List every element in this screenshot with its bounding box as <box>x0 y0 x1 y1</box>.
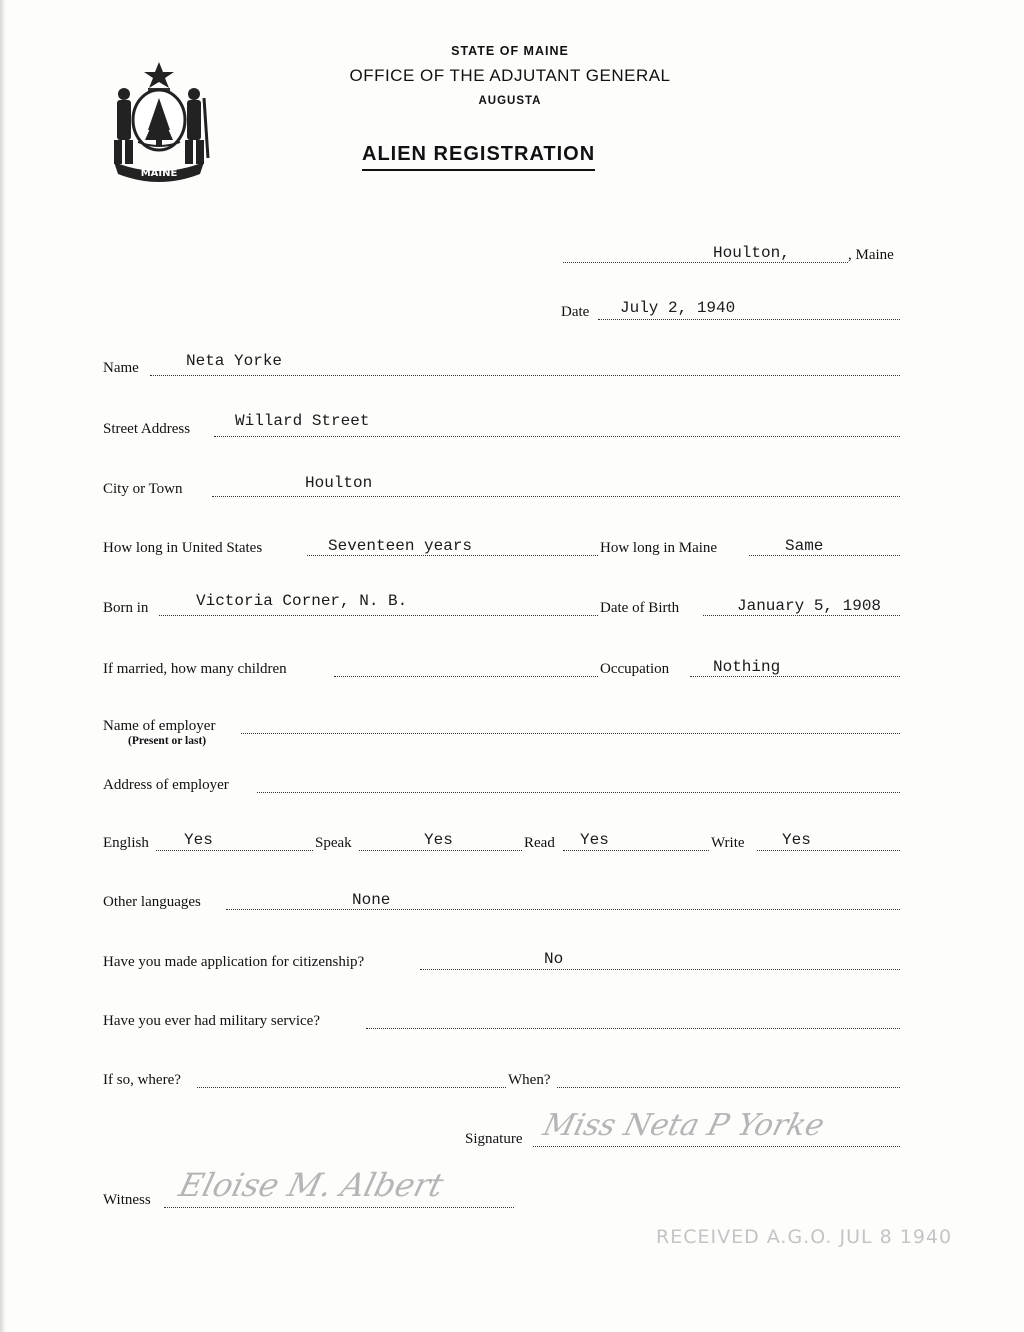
city-line <box>212 496 900 497</box>
dob-value: January 5, 1908 <box>737 597 882 615</box>
employer-label: Name of employer <box>103 718 216 734</box>
citizenship-value: No <box>544 950 564 968</box>
military-line <box>366 1028 900 1029</box>
location-line <box>563 262 848 263</box>
military-label: Have you ever had military service? <box>103 1013 320 1029</box>
born-in-line <box>159 615 598 616</box>
when-label: When? <box>508 1072 551 1088</box>
witness-value: Eloise M. Albert <box>175 1166 448 1204</box>
state-heading: STATE OF MAINE <box>451 44 569 58</box>
occupation-value: Nothing <box>713 658 781 676</box>
dob-label: Date of Birth <box>600 600 680 616</box>
speak-value: Yes <box>424 831 453 849</box>
city-value: Houlton <box>305 474 373 492</box>
street-line <box>214 436 900 437</box>
citizenship-label: Have you made application for citizenship? <box>103 954 365 970</box>
scan-edge <box>0 0 6 1332</box>
other-languages-line <box>226 909 900 910</box>
how-long-us-value: Seventeen years <box>328 537 473 555</box>
english-label: English <box>103 835 149 851</box>
where-line <box>197 1087 506 1088</box>
english-line <box>156 850 313 851</box>
read-label: Read <box>524 835 555 851</box>
how-long-maine-value: Same <box>785 537 824 555</box>
write-value: Yes <box>782 831 811 849</box>
witness-line <box>164 1207 514 1208</box>
occupation-line <box>690 676 900 677</box>
born-in-label: Born in <box>103 600 149 616</box>
street-label: Street Address <box>103 421 191 437</box>
occupation-label: Occupation <box>600 661 670 677</box>
children-label: If married, how many children <box>103 661 287 677</box>
seal-banner-text: MAINE <box>140 168 178 179</box>
children-line <box>334 676 598 677</box>
when-line <box>557 1087 900 1088</box>
english-value: Yes <box>184 831 213 849</box>
date-label: Date <box>561 304 590 320</box>
where-label: If so, where? <box>103 1072 181 1088</box>
city-label: City or Town <box>103 481 183 497</box>
name-label: Name <box>103 360 139 376</box>
write-label: Write <box>711 835 745 851</box>
city-heading: AUGUSTA <box>478 95 542 107</box>
read-value: Yes <box>580 831 609 849</box>
form-title: ALIEN REGISTRATION <box>362 143 595 171</box>
read-line <box>563 850 709 851</box>
how-long-maine-label: How long in Maine <box>600 540 718 556</box>
witness-label: Witness <box>103 1192 151 1208</box>
employer-address-line <box>257 792 900 793</box>
other-languages-label: Other languages <box>103 894 201 910</box>
other-languages-value: None <box>352 891 391 909</box>
speak-label: Speak <box>315 835 352 851</box>
employer-sublabel: (Present or last) <box>128 735 207 747</box>
born-in-value: Victoria Corner, N. B. <box>196 592 408 610</box>
name-line <box>150 375 900 376</box>
maine-seal-icon <box>104 58 214 183</box>
employer-line <box>241 733 900 734</box>
write-line <box>757 850 900 851</box>
name-value: Neta Yorke <box>186 352 283 370</box>
office-heading: OFFICE OF THE ADJUTANT GENERAL <box>349 66 671 85</box>
location-value: Houlton, <box>713 244 790 262</box>
how-long-us-label: How long in United States <box>103 540 263 556</box>
signature-label: Signature <box>465 1131 523 1147</box>
signature-value: Miss Neta P Yorke <box>539 1108 828 1143</box>
date-line <box>598 319 900 320</box>
how-long-us-line <box>307 555 598 556</box>
how-long-maine-line <box>749 555 900 556</box>
street-value: Willard Street <box>235 412 370 430</box>
signature-line <box>533 1146 900 1147</box>
employer-address-label: Address of employer <box>103 777 229 793</box>
received-stamp: RECEIVED A.G.O. JUL 8 1940 <box>656 1226 953 1248</box>
speak-line <box>359 850 522 851</box>
citizenship-line <box>420 969 900 970</box>
dob-line <box>703 615 900 616</box>
date-value: July 2, 1940 <box>620 299 736 317</box>
location-suffix: , Maine <box>848 247 894 263</box>
